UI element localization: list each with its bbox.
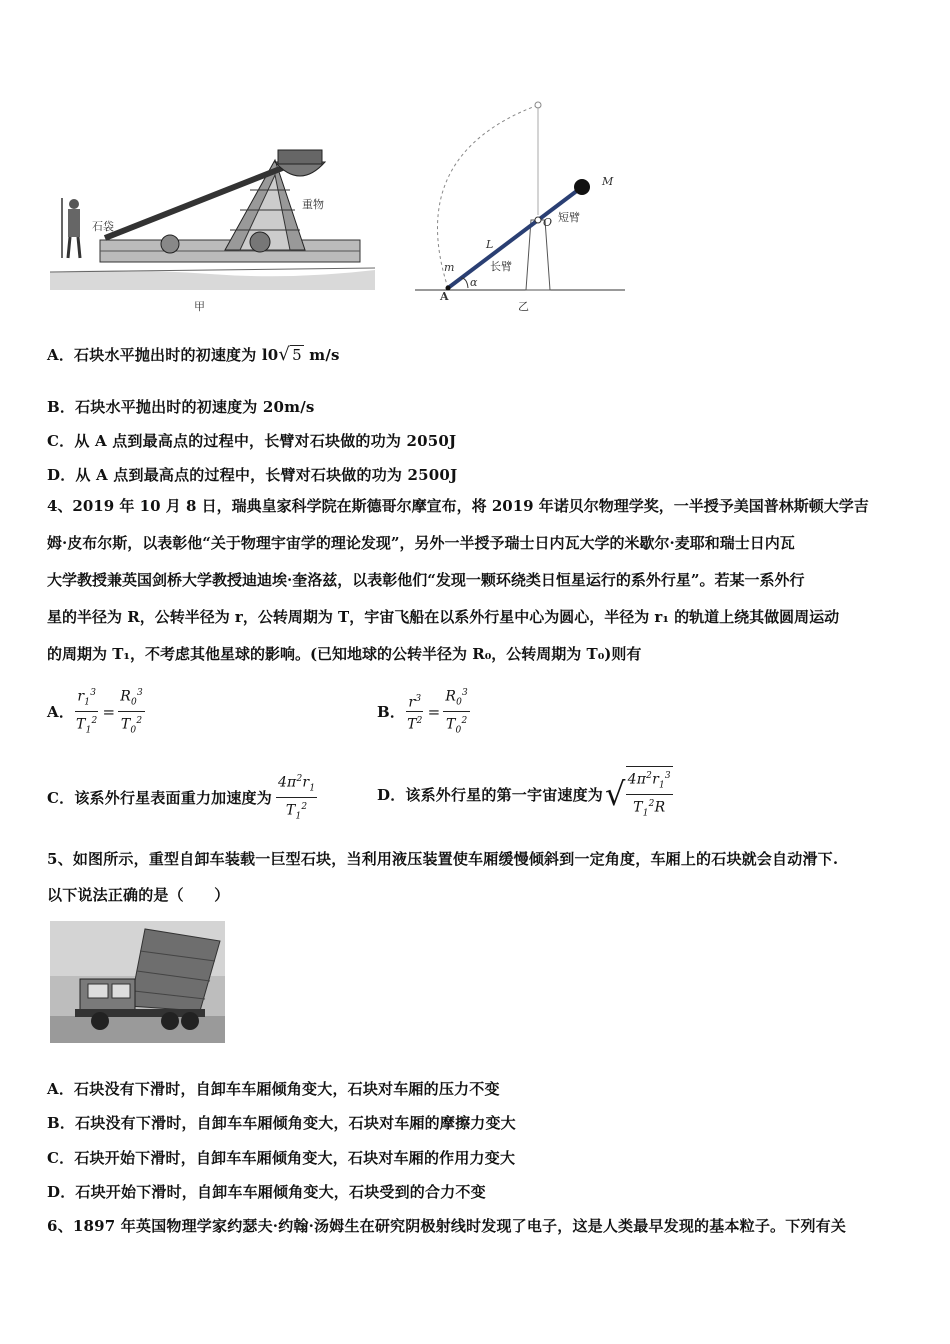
q4-option-b xyxy=(377,684,470,740)
figure-yi-caption: 乙 xyxy=(518,300,529,313)
q3-option-d: D．从 A 点到最高点的过程中，长臂对石块做的功为 2500J xyxy=(47,466,458,484)
q4-option-c xyxy=(47,770,317,826)
long-arm-label: 长臂 xyxy=(490,260,512,273)
weight-label: 重物 xyxy=(302,198,324,211)
sqrt-symbol-d: √ xyxy=(605,775,626,814)
q3-option-c: C．从 A 点到最高点的过程中，长臂对石块做的功为 2050J xyxy=(47,432,457,450)
q4-option-d-text: D．该系外行星的第一宇宙速度为 xyxy=(377,785,604,804)
catapult-drawing xyxy=(50,140,375,290)
sqrt-symbol: √ xyxy=(278,344,291,365)
q4-option-a-label: A． xyxy=(47,703,75,722)
q5-option-b: B．石块没有下滑时，自卸车车厢倾角变大，石块对车厢的摩擦力变大 xyxy=(47,1114,516,1132)
stone-bag-label: 石袋 xyxy=(92,220,114,233)
q4-option-a xyxy=(47,684,145,740)
fraction-r0-cubed-over-t0-squared: $\frac{R_0^3}{T_0^2}$ xyxy=(118,684,145,740)
figure-jia-caption: 甲 xyxy=(194,300,205,313)
fraction-4pi2r1cubed-over-t1sq-r: $\frac{4\pi^2r_1^3}{T_1^2R}$ xyxy=(626,766,673,823)
q4-option-d xyxy=(377,766,673,823)
short-arm-label: 短臂 xyxy=(558,211,580,224)
q5-stem-line-1: 5、如图所示，重型自卸车装载一巨型石块，当利用液压装置使车厢缓慢倾斜到一定角度，车厢上的石块就会自动滑下. xyxy=(47,850,839,868)
q3-option-a xyxy=(47,344,340,365)
label-alpha: α xyxy=(470,276,478,289)
equals-sign: = xyxy=(102,702,116,721)
q4-option-b-label: B． xyxy=(377,703,406,722)
catapult-figure xyxy=(50,140,375,290)
q4-stem-line-3: 大学教授兼英国剑桥大学教授迪迪埃·奎洛兹，以表彰他们“发现一颗环绕类日恒星运行的系外行星”。若某一系外行 xyxy=(47,571,805,589)
q4-stem-line-4: 星的半径为 R，公转半径为 r，公转周期为 T，宇宙飞船在以系外行星中心为圆心，半径为 r₁ 的轨道上绕其做圆周运动 xyxy=(47,608,840,626)
q3-option-b: B．石块水平抛出时的初速度为 20m/s xyxy=(47,398,315,416)
label-O: O xyxy=(543,216,553,229)
fraction-r-cubed-over-t-squared: $\frac{r^3}{T^2}$ xyxy=(405,690,424,734)
q3-option-a-unit: m/s xyxy=(309,346,340,364)
q3-option-a-sqrt: 5 xyxy=(292,346,302,364)
q5-stem-line-2: 以下说法正确的是（ ） xyxy=(47,886,230,904)
fraction-r1-cubed-over-t1-squared: $\frac{r_1^3}{T_1^2}$ xyxy=(74,684,99,740)
q5-option-a: A．石块没有下滑时，自卸车车厢倾角变大，石块对车厢的压力不变 xyxy=(47,1080,500,1098)
q5-option-c: C．石块开始下滑时，自卸车车厢倾角变大，石块对车厢的作用力变大 xyxy=(47,1149,516,1167)
label-A: A xyxy=(440,290,449,303)
dump-truck-drawing xyxy=(50,921,225,1043)
q5-option-d: D．石块开始下滑时，自卸车车厢倾角变大，石块受到的合力不变 xyxy=(47,1183,486,1201)
label-m: m xyxy=(444,261,455,274)
q3-option-a-text: A．石块水平抛出时的初速度为 l0 xyxy=(47,346,279,364)
q6-stem-line-1: 6、1897 年英国物理学家约瑟夫·约翰·汤姆生在研究阴极射线时发现了电子，这是人类最早发现的基本粒子。下列有关 xyxy=(47,1217,847,1235)
q4-stem-line-1: 4、2019 年 10 月 8 日，瑞典皇家科学院在斯德哥尔摩宣布，将 2019 年诺贝尔物理学奖，一半授予美国普林斯顿大学吉 xyxy=(47,497,869,515)
equals-sign: = xyxy=(427,702,441,721)
q4-stem-line-2: 姆·皮布尔斯，以表彰他“关于物理宇宙学的理论发现”，另外一半授予瑞士日内瓦大学的米歇尔·麦耶和瑞士日内瓦 xyxy=(47,534,795,552)
q4-stem xyxy=(47,488,917,673)
label-M: M xyxy=(602,175,614,188)
q4-option-c-text: C．该系外行星表面重力加速度为 xyxy=(47,789,272,808)
fraction-4pi2r1-over-t1-squared: $\frac{4\pi^2r_1}{T_1^2}$ xyxy=(276,770,317,826)
label-L: L xyxy=(486,238,494,251)
fraction-r0-cubed-over-t0-squared-b: $\frac{R_0^3}{T_0^2}$ xyxy=(443,684,470,740)
lever-diagram xyxy=(410,95,635,315)
dump-truck-photo xyxy=(50,921,225,1043)
lever-drawing xyxy=(410,95,635,315)
q4-stem-line-5: 的周期为 T₁，不考虑其他星球的影响。(已知地球的公转半径为 R₀，公转周期为 T₀)则有 xyxy=(47,645,642,663)
